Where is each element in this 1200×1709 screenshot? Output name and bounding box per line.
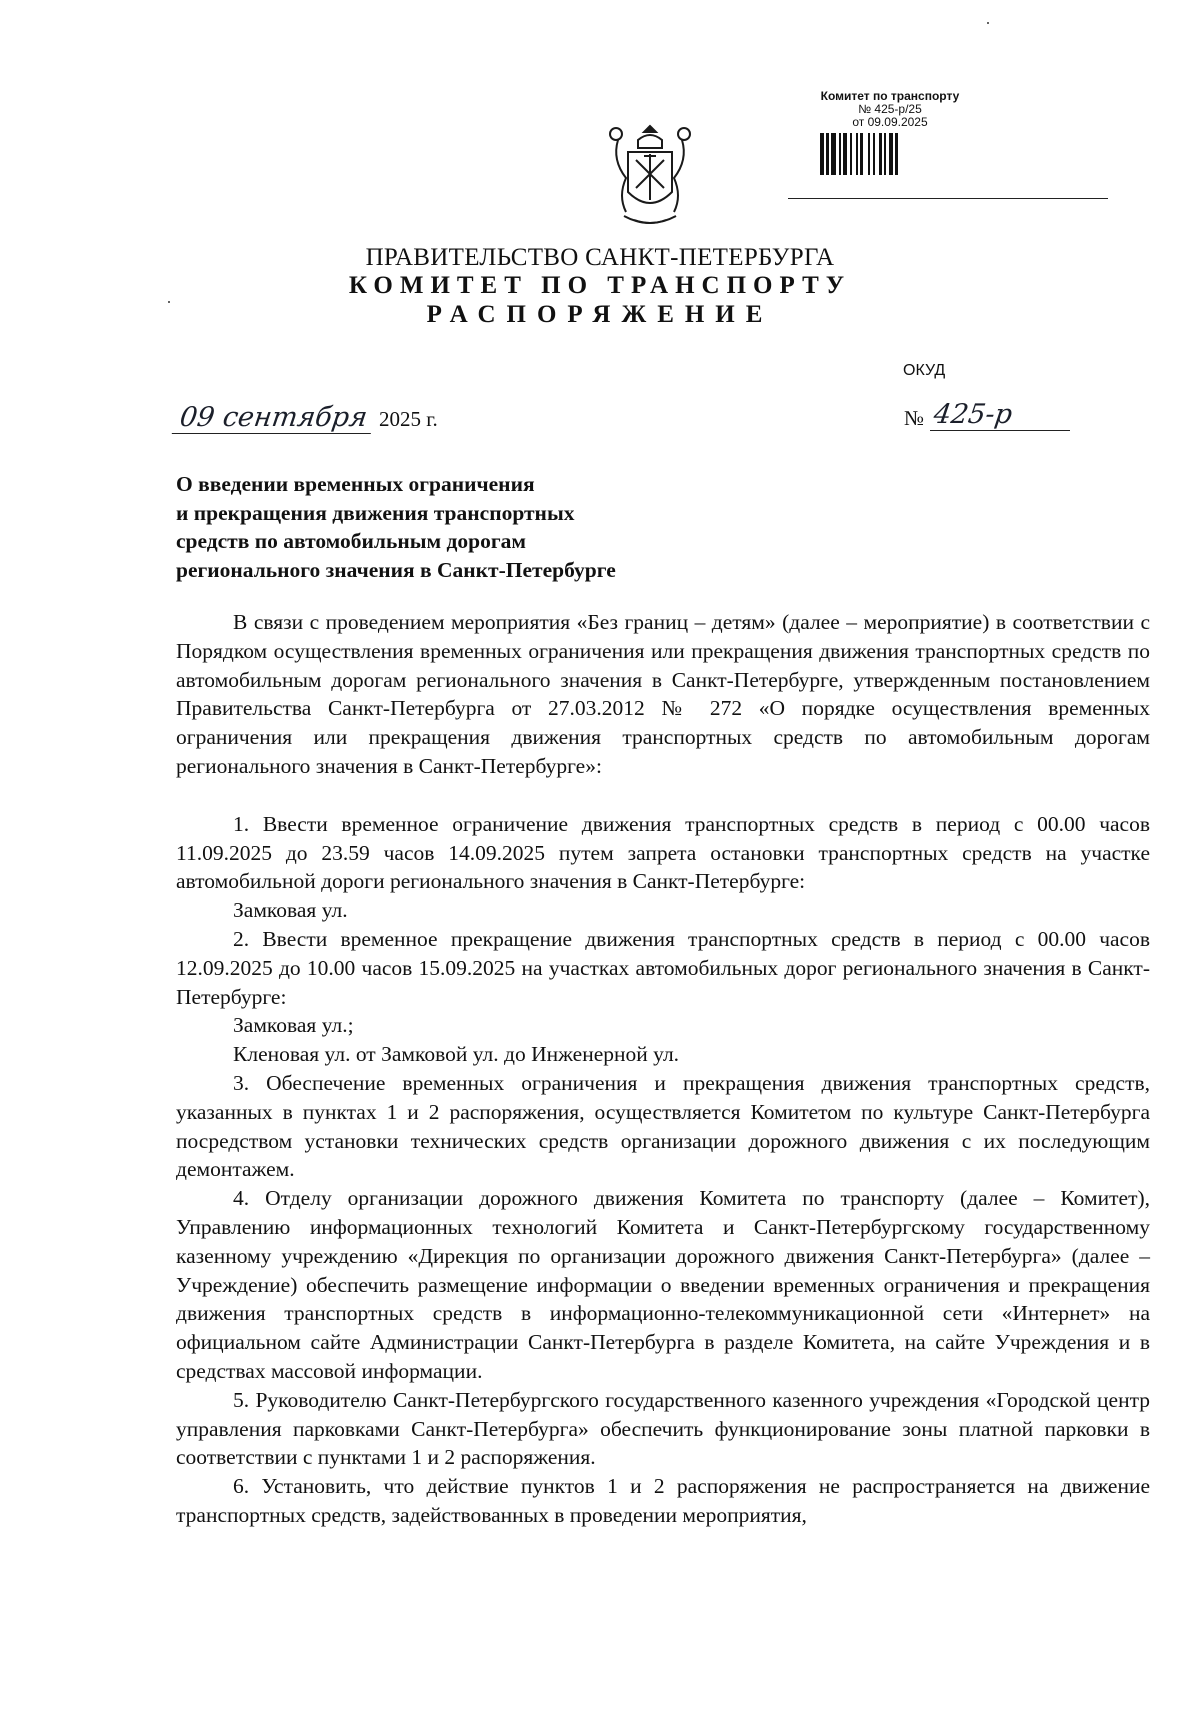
scan-speck	[987, 22, 989, 24]
document-date	[174, 402, 438, 442]
document-title	[176, 470, 736, 584]
point-2: 2. Ввести временное прекращение движения транспортных средств в период с 00.00 часов 12.09.2025 до 10.00 часов 15.09.2025 на участках автомобильных дорог регионального значения в Санкт-Петербурге:	[176, 926, 1150, 1009]
okud-label: ОКУД	[903, 362, 946, 379]
stamp-number: № 425-р/25	[858, 102, 922, 116]
title-line: О введении временных ограничения	[176, 472, 535, 496]
document-body	[176, 608, 1150, 1530]
point-5: 5. Руководителю Санкт-Петербургского государственного казенного учреждения «Городской центр управления парковками Санкт-Петербурга» обеспечить функционирование зоны платной парковки в соответствии с пунктами 1 и 2 распоряжения.	[176, 1387, 1150, 1470]
point-1: 1. Ввести временное ограничение движения транспортных средств в период с 00.00 часов 11.09.2025 до 23.59 часов 14.09.2025 путем запрета остановки транспортных средств на участке автомобильной дороги регионального значения в Санкт-Петербурге:	[176, 811, 1150, 894]
handwritten-number: 425-р	[931, 399, 1015, 430]
date-year: 2025 г.	[378, 407, 438, 431]
handwritten-date: 09 сентября	[172, 402, 375, 434]
coat-of-arms-emblem	[604, 120, 696, 232]
document-number	[904, 399, 1070, 431]
point-6: 6. Установить, что действие пунктов 1 и 2 распоряжения не распространяется на движение транспортных средств, задействованных в проведении мероприятия,	[176, 1474, 1150, 1527]
number-line	[930, 399, 1070, 431]
document-type-heading: РАСПОРЯЖЕНИЕ	[426, 301, 774, 328]
committee-heading: КОМИТЕТ ПО ТРАНСПОРТУ	[348, 272, 852, 299]
title-line: средств по автомобильным дорогам	[176, 529, 527, 553]
registration-stamp	[770, 90, 1040, 175]
point-2-street-1: Замковая ул.;	[233, 1013, 354, 1038]
stamp-date: от 09.09.2025	[852, 115, 928, 129]
point-1-street: Замковая ул.	[233, 898, 348, 923]
paragraph-gap	[176, 781, 1150, 810]
barcode-gap	[898, 133, 900, 175]
title-line: регионального значения в Санкт-Петербурге	[176, 557, 616, 582]
stamp-underline	[788, 198, 1108, 199]
number-sign: №	[904, 406, 925, 430]
stamp-issuer: Комитет по транспорту	[820, 89, 960, 103]
point-4: 4. Отделу организации дорожного движения Комитета по транспорту (далее – Комитет), Управлению информационных технологий Комитета и Санкт-Петербургскому государственному казенному учреждению «Дирекция по организации дорожного движения Санкт-Петербурга» (далее – Учреждение) обеспечить размещение информации о введении временных ограничения и прекращения движения транспортных средств в информационно-телекоммуникационной сети «Интернет» на официальном сайте Администрации Санкт-Петербурга в разделе Комитета, на сайте Учреждения и в средствах массовой информации.	[176, 1186, 1150, 1383]
point-2-street-2: Кленовая ул. от Замковой ул. до Инженерной ул.	[233, 1042, 680, 1067]
title-line: и прекращения движения транспортных	[176, 500, 575, 525]
preamble-paragraph: В связи с проведением мероприятия «Без границ – детям» (далее – мероприятие) в соответствии с Порядком осуществления временных ограничения или прекращения движения транспортных средств по автомобильным дорогам регионального значения в Санкт-Петербурге, утвержденным постановлением Правительства Санкт-Петербурга от 27.03.2012 № 272 «О порядке осуществления временных ограничения или прекращения движения транспортных средств по автомобильным дорогам регионального значения в Санкт-Петербурге»:	[176, 610, 1150, 778]
point-3: 3. Обеспечение временных ограничения и прекращения движения транспортных средств, указанных в пунктах 1 и 2 распоряжения, осуществляется Комитетом по культуре Санкт-Петербурга посредством установки технических средств организации дорожного движения с их последующим демонтажем.	[176, 1070, 1150, 1182]
barcode	[820, 133, 980, 175]
government-heading: ПРАВИТЕЛЬСТВО САНКТ-ПЕТЕРБУРГА	[365, 244, 835, 271]
